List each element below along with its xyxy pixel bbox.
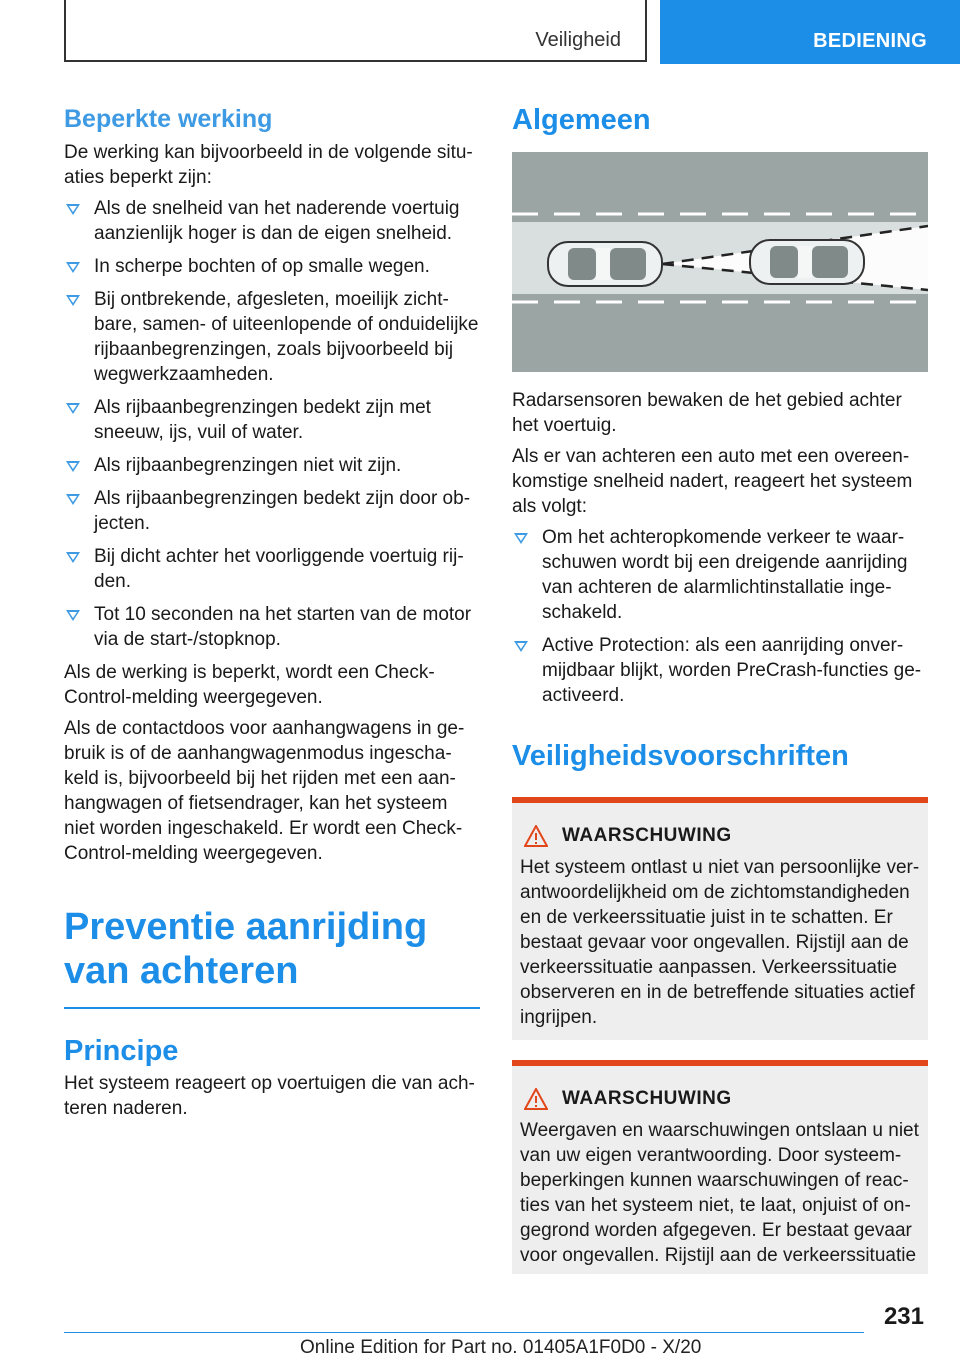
triangle-bullet-icon <box>66 295 80 306</box>
beperkte-list <box>64 196 480 652</box>
list-item: Als de snelheid van het naderende voertuig aanzienlijk hoger is dan de eigen snelheid. <box>64 196 480 246</box>
list-item: Tot 10 seconden na het starten van de motor via de start-/stopknop. <box>64 602 480 652</box>
heading-divider <box>64 1007 480 1009</box>
trailer-paragraph: Als de contactdoos voor aanhangwagens in gebruik is of de aanhangwagenmodus ingeschakeld is, bijvoorbeeld bij het rijden met een aanhangwagen of fietsendrager, kan het systeem niet worden ingeschakeld. Er wordt een Check-Control-melding weergegeven. <box>64 718 465 864</box>
left-column <box>64 98 480 1127</box>
header-box <box>64 0 647 62</box>
triangle-bullet-icon <box>66 610 80 621</box>
right-column <box>512 98 928 1274</box>
reaction-paragraph: Als er van achteren een auto met een overeenkomstige snelheid nadert, reageert het systeem als volgt: <box>512 445 913 517</box>
list-item: In scherpe bochten of op smalle wegen. <box>64 254 480 279</box>
warning-triangle-icon <box>524 825 548 847</box>
radar-paragraph: Radarsensoren bewaken de het gebied achter het voertuig. <box>512 389 902 436</box>
list-item: Bij ontbrekende, afgesleten, moeilijk zichtbare, samen- of uiteenlopende of onduidelijke rijbaanbegrenzingen, zoals bijvoorbeeld bij wegwerkzaamheden. <box>64 287 480 387</box>
reaction-list <box>512 525 928 708</box>
beperkte-werking-heading: Beperkte werking <box>64 105 273 133</box>
triangle-bullet-icon <box>66 204 80 215</box>
list-item: Als rijbaanbegrenzingen bedekt zijn met sneeuw, ijs, vuil of water. <box>64 395 480 445</box>
triangle-bullet-icon <box>514 641 528 652</box>
algemeen-heading: Algemeen <box>512 104 651 136</box>
triangle-bullet-icon <box>66 461 80 472</box>
footer-divider <box>64 1332 864 1333</box>
list-item: Om het achteropkomende verkeer te waarschuwen wordt bij een dreigende aanrijding van achteren de alarmlichtinstallatie ingeschakeld. <box>512 525 928 625</box>
warning-box <box>512 797 928 1040</box>
triangle-bullet-icon <box>66 403 80 414</box>
triangle-bullet-icon <box>66 494 80 505</box>
triangle-bullet-icon <box>66 262 80 273</box>
principe-heading: Principe <box>64 1035 179 1068</box>
beperkte-intro: De werking kan bijvoorbeeld in de volgende situaties beperkt zijn: <box>64 142 473 188</box>
list-item: Als rijbaanbegrenzingen niet wit zijn. <box>64 453 480 478</box>
section-heading: Preventie aanrijding van achteren <box>64 906 428 992</box>
principe-text: Het systeem reageert op voertuigen die van achteren naderen. <box>64 1073 475 1120</box>
warning-triangle-icon <box>524 1088 548 1110</box>
chapter-tab[interactable] <box>660 0 960 64</box>
warning-title: WAARSCHUWING <box>520 825 920 847</box>
warning-text: Weergaven en waarschuwingen ontslaan u niet van uw eigen verantwoording. Door systeembeperkingen kunnen waarschuwingen of reacties van het systeem niet, te laat, onjuist of ongegrond worden afgegeven. Er bestaat gevaar voor ongevallen. Rijstijl aan de verkeerssituatie <box>520 1120 919 1267</box>
check-control-paragraph: Als de werking is beperkt, wordt een Check-Control-melding weergegeven. <box>64 662 435 708</box>
veiligheid-heading: Veiligheidsvoorschriften <box>512 739 849 772</box>
rear-car-icon <box>548 242 662 286</box>
rear-collision-illustration <box>512 152 928 372</box>
front-car-icon <box>750 240 864 284</box>
warning-title: WAARSCHUWING <box>520 1088 920 1110</box>
page-number: 231 <box>883 1303 924 1330</box>
warning-box <box>512 1060 928 1274</box>
triangle-bullet-icon <box>514 533 528 544</box>
list-item: Bij dicht achter het voorliggende voertuig rijden. <box>64 544 480 594</box>
list-item: Active Protection: als een aanrijding onvermijdbaar blijkt, worden PreCrash-functies geactiveerd. <box>512 633 928 708</box>
chapter-tab-label: BEDIENING <box>813 30 927 52</box>
list-item: Als rijbaanbegrenzingen bedekt zijn door objecten. <box>64 486 480 536</box>
triangle-bullet-icon <box>66 552 80 563</box>
footer-edition: Online Edition for Part no. 01405A1F0D0 - X/20 <box>300 1337 702 1358</box>
section-title: Veiligheid <box>535 29 621 51</box>
warning-text: Het systeem ontlast u niet van persoonlijke verantwoordelijkheid om de zichtomstandigheden en de verkeerssituatie juist in te schatten. Er bestaat gevaar voor ongevallen. Rijstijl aan de verkeerssituatie aanpassen. Verkeerssituatie observeren en in de betreffende situaties actief ingrijpen. <box>520 857 920 1029</box>
